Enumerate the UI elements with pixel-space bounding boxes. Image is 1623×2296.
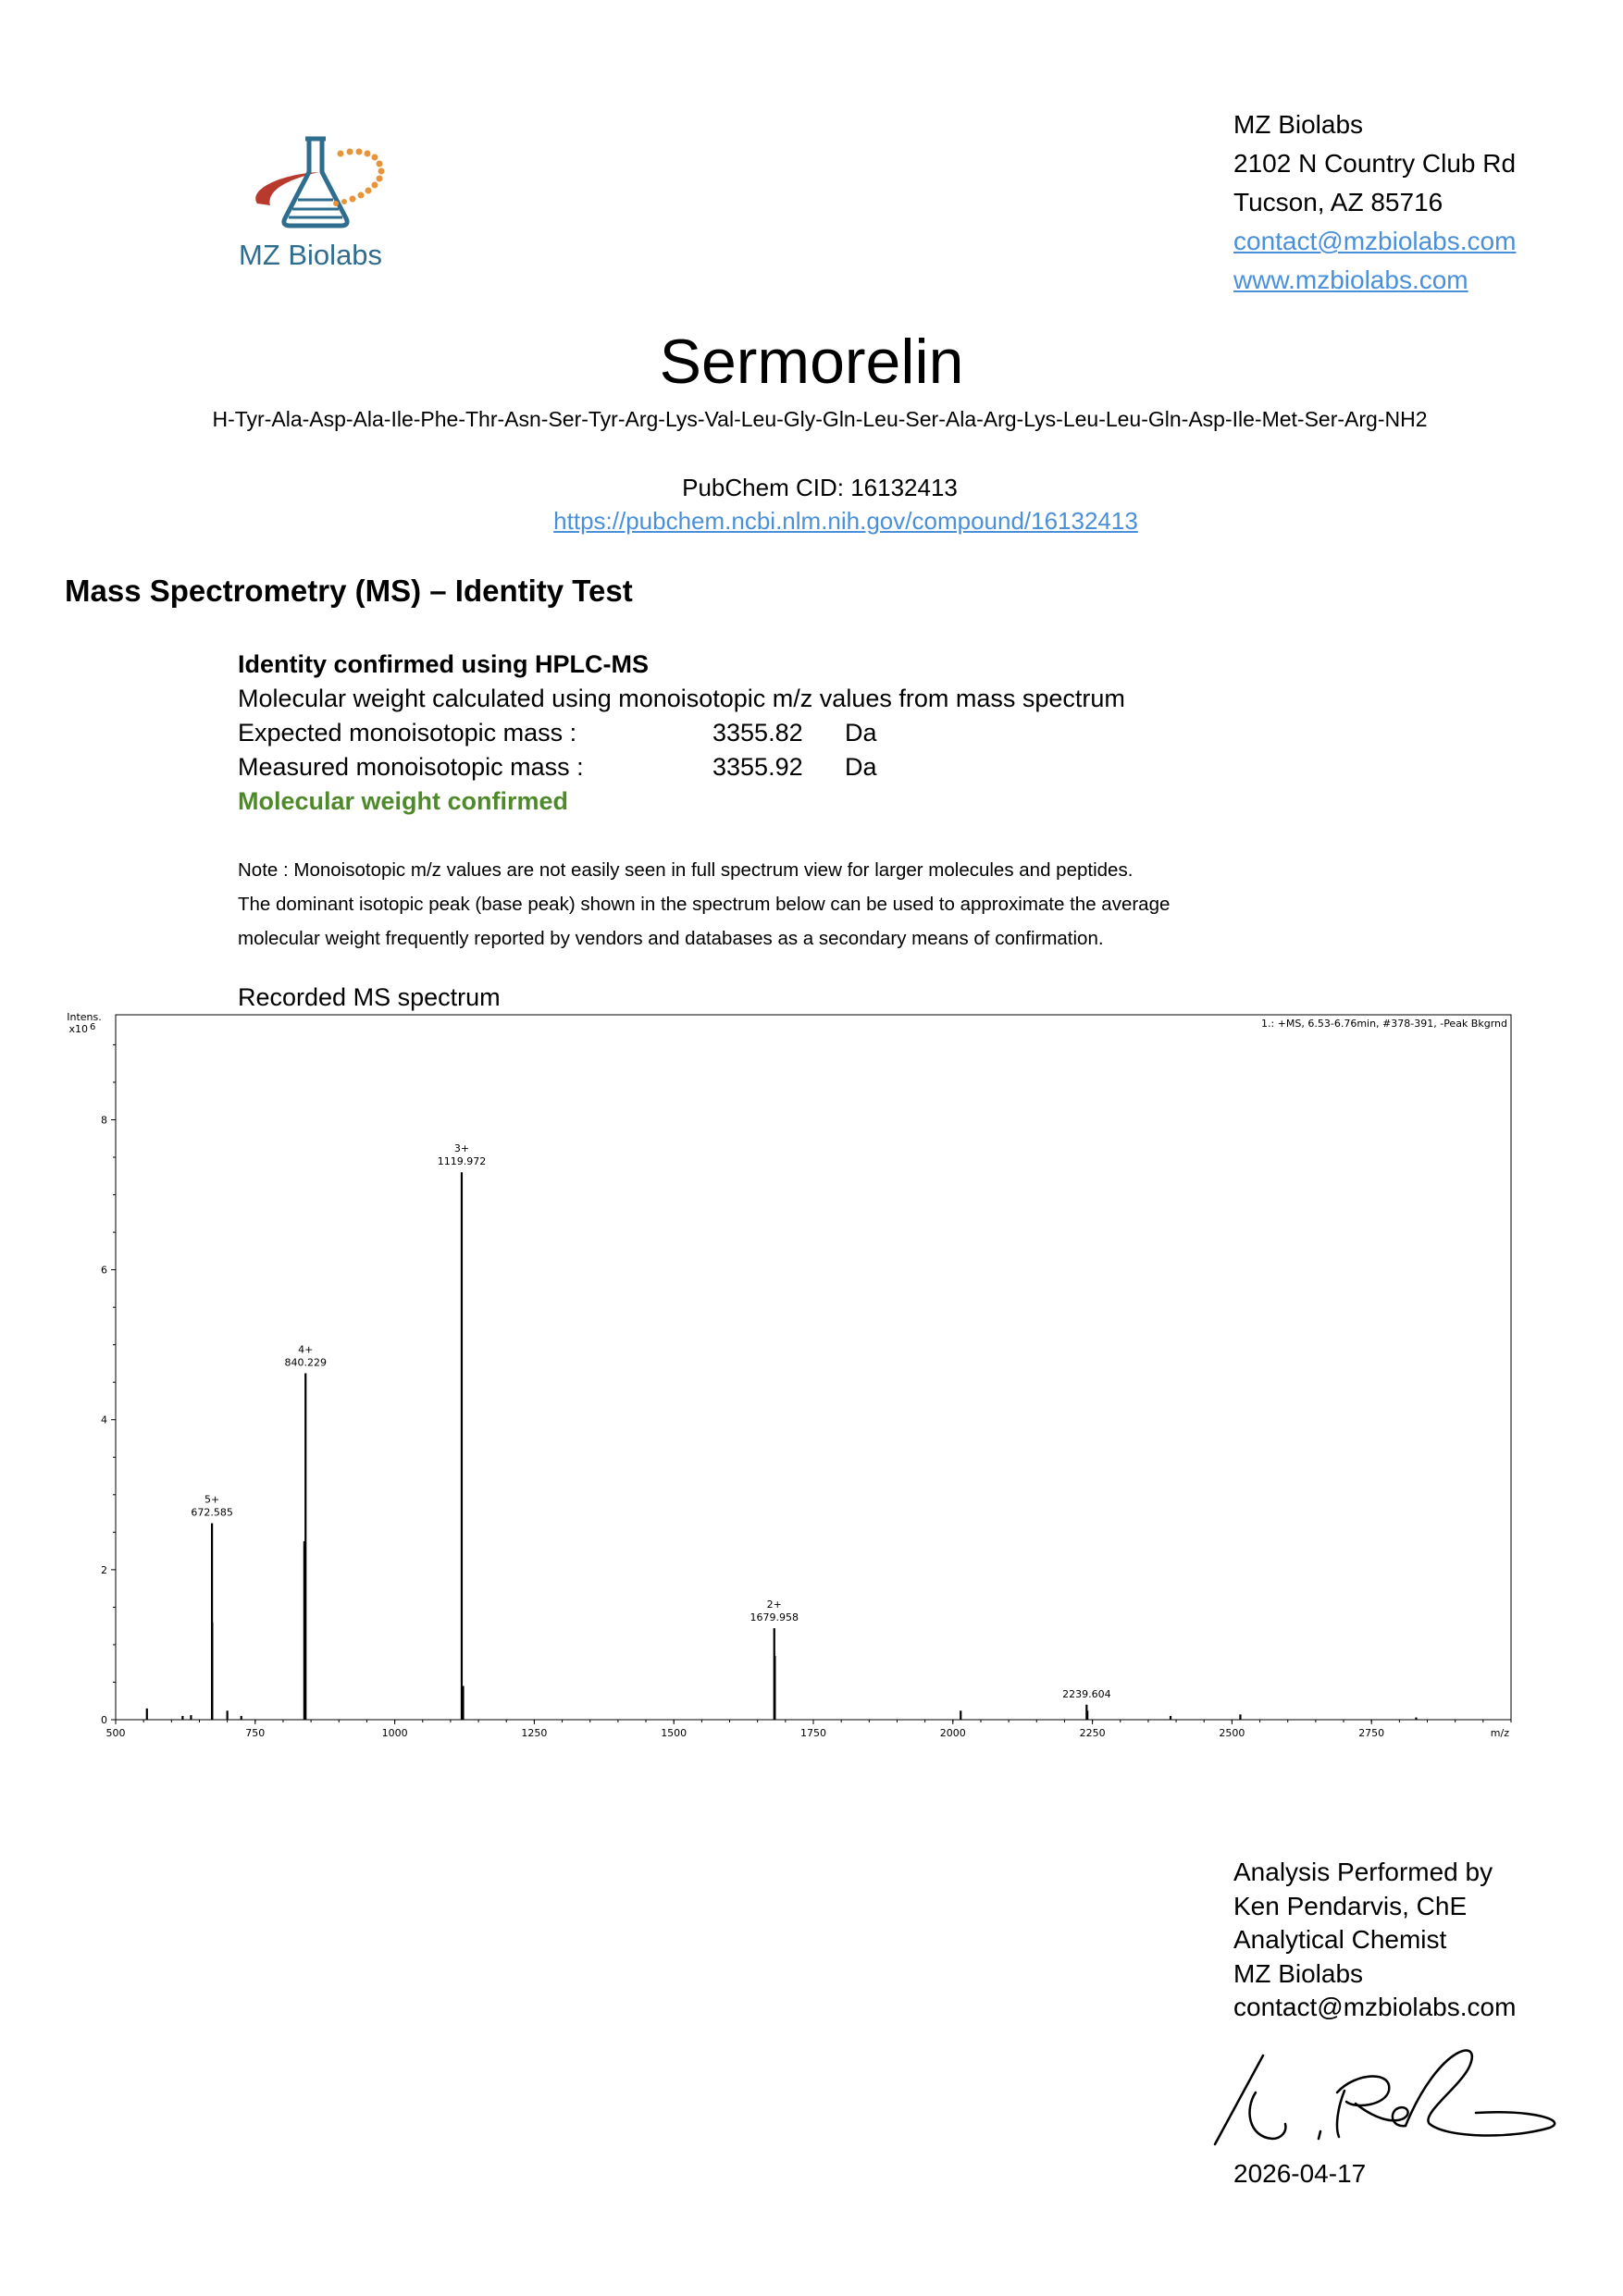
y-axis-label: Intens. xyxy=(67,1011,102,1023)
section-title: Mass Spectrometry (MS) – Identity Test xyxy=(65,574,633,608)
peak-mz-label: 2239.604 xyxy=(1062,1687,1111,1700)
peak-mz-label: 672.585 xyxy=(191,1506,233,1519)
measured-mass-row xyxy=(238,750,1125,784)
y-tick-label: 6 xyxy=(101,1264,107,1277)
signature xyxy=(1208,2035,1578,2155)
measured-mass-label: Measured monoisotopic mass : xyxy=(238,753,584,781)
city-state-zip: Tucson, AZ 85716 xyxy=(1233,188,1443,216)
x-tick-label: 2000 xyxy=(939,1727,966,1739)
pubchem-link[interactable]: https://pubchem.ncbi.nlm.nih.gov/compound/16132413 xyxy=(553,507,1138,535)
analysis-block xyxy=(1233,1856,1516,2025)
logo-text: MZ Biolabs xyxy=(239,239,383,271)
x-tick-label: 1000 xyxy=(381,1727,408,1739)
y-tick-label: 0 xyxy=(101,1714,107,1726)
note-line: molecular weight frequently reported by vendors and databases as a secondary means of confirmation. xyxy=(238,928,1104,949)
ms-spectrum-chart xyxy=(56,1010,1536,1750)
y-tick-label: 8 xyxy=(101,1114,107,1127)
peak-charge-label: 5+ xyxy=(204,1493,220,1506)
y-tick-label: 4 xyxy=(101,1413,107,1426)
measured-mass-value: 3355.92 xyxy=(712,753,803,781)
x-tick-label: 1500 xyxy=(661,1727,688,1739)
street-address: 2102 N Country Club Rd xyxy=(1233,149,1517,178)
analysis-line: Analysis Performed by xyxy=(1233,1858,1493,1886)
expected-mass-unit: Da xyxy=(845,719,877,747)
company-address xyxy=(1233,105,1516,300)
analyst-company: MZ Biolabs xyxy=(1233,1958,1364,1988)
expected-mass-value: 3355.82 xyxy=(712,719,803,747)
peptide-sequence: H-Tyr-Ala-Asp-Ala-Ile-Phe-Thr-Asn-Ser-Tyr-Arg-Lys-Val-Leu-Gly-Gln-Leu-Ser-Ala-Arg-Lys-Leu-Leu-Gln-Asp-Ile-Met-Ser-Arg-NH2 xyxy=(212,407,1428,431)
x-tick-label: 1250 xyxy=(521,1727,548,1739)
analyst-name: Ken Pendarvis, ChE xyxy=(1233,1891,1468,1920)
peak-charge-label: 4+ xyxy=(298,1343,314,1356)
note-block xyxy=(238,853,1170,956)
y-axis-exponent: 6 xyxy=(90,1022,96,1032)
compound-name: Sermorelin xyxy=(659,327,964,397)
peak-mz-label: 1679.958 xyxy=(750,1611,799,1624)
x-tick-label: 2250 xyxy=(1079,1727,1106,1739)
peak-charge-label: 2+ xyxy=(766,1599,782,1611)
x-tick-label: 500 xyxy=(105,1727,126,1739)
x-tick-label: 2750 xyxy=(1358,1727,1385,1739)
x-tick-label: 1750 xyxy=(800,1727,826,1739)
identity-heading: Identity confirmed using HPLC-MS xyxy=(238,650,650,678)
y-tick-label: 2 xyxy=(101,1563,107,1576)
method-text: Molecular weight calculated using monoisotopic m/z values from mass spectrum xyxy=(238,685,1125,712)
note-line: Note : Monoisotopic m/z values are not easily seen in full spectrum view for larger molecules and peptides. xyxy=(238,859,1134,881)
signature-date: 2026-04-17 xyxy=(1233,2159,1367,2188)
x-tick-label: 2500 xyxy=(1219,1727,1245,1739)
y-axis-scale: x10 xyxy=(68,1023,88,1035)
note-line: The dominant isotopic peak (base peak) shown in the spectrum below can be used to approximate the average xyxy=(238,894,1171,915)
chart-header-text: 1.: +MS, 6.53-6.76min, #378-391, -Peak Bkgrnd xyxy=(1260,1018,1507,1030)
x-axis-label: m/z xyxy=(1490,1727,1509,1739)
company-name: MZ Biolabs xyxy=(1233,110,1364,139)
website-link[interactable]: www.mzbiolabs.com xyxy=(1233,265,1468,294)
x-tick-label: 750 xyxy=(245,1727,266,1739)
spectrum-label: Recorded MS spectrum xyxy=(238,983,501,1011)
identity-block xyxy=(238,648,1125,819)
expected-mass-row xyxy=(238,716,1125,750)
measured-mass-unit: Da xyxy=(845,753,877,781)
analyst-title: Analytical Chemist xyxy=(1233,1925,1447,1954)
result-text: Molecular weight confirmed xyxy=(238,787,569,815)
peak-mz-label: 840.229 xyxy=(284,1356,327,1369)
peak-mz-label: 1119.972 xyxy=(437,1155,487,1168)
expected-mass-label: Expected monoisotopic mass : xyxy=(238,719,577,747)
pubchem-cid: PubChem CID: 16132413 xyxy=(682,474,958,501)
analyst-email: contact@mzbiolabs.com xyxy=(1233,1993,1517,2021)
peak-charge-label: 3+ xyxy=(453,1142,470,1155)
email-link[interactable]: contact@mzbiolabs.com xyxy=(1233,227,1517,255)
